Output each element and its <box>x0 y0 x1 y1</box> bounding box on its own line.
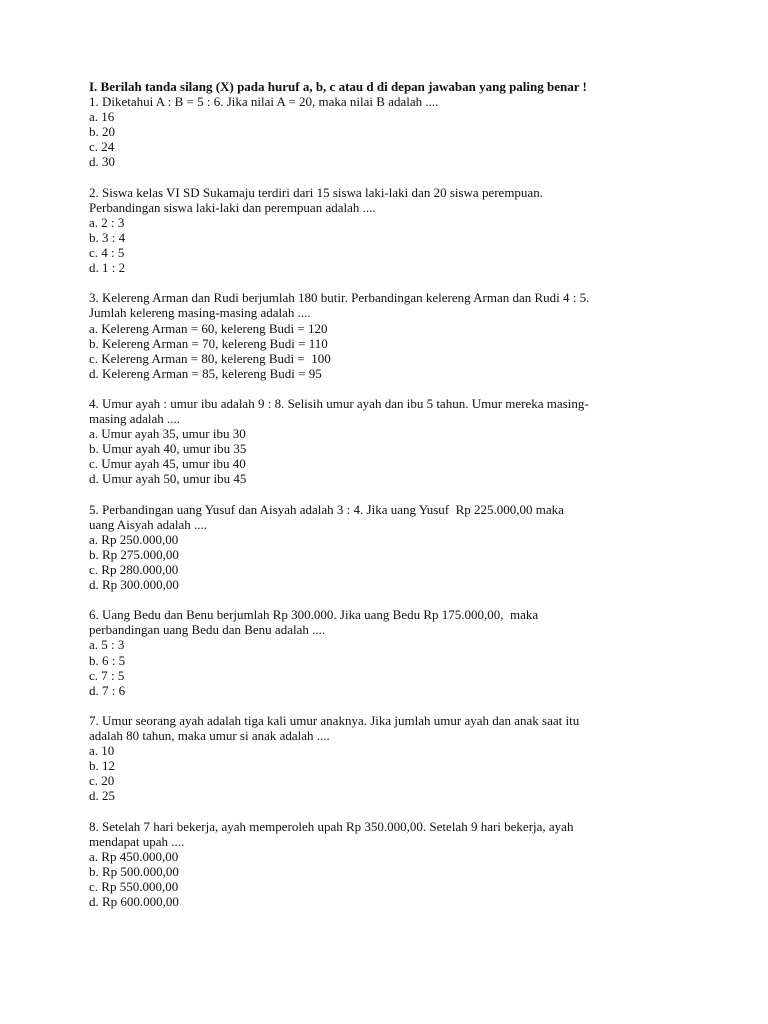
answer-option-b: b. Rp 275.000,00 <box>89 546 179 562</box>
answer-option-a: a. Kelereng Arman = 60, kelereng Budi = 120 <box>89 320 328 336</box>
question-text-continued: perbandingan uang Bedu dan Benu adalah .... <box>89 622 326 638</box>
answer-option-c: c. 24 <box>89 139 115 155</box>
question-1 <box>89 94 689 169</box>
answer-option-d: d. 30 <box>89 154 115 170</box>
question-4 <box>89 396 689 487</box>
answer-option-b: b. 20 <box>89 124 115 140</box>
question-text: 3. Kelereng Arman dan Rudi berjumlah 180 butir. Perbandingan kelereng Arman dan Rudi 4 : 5. <box>89 290 590 306</box>
answer-option-d: d. Kelereng Arman = 85, kelereng Budi = 95 <box>89 365 322 381</box>
question-5 <box>89 502 689 593</box>
answer-option-c: c. Rp 280.000,00 <box>89 562 179 577</box>
answer-option-a: a. 16 <box>89 109 115 125</box>
question-8 <box>89 819 689 910</box>
answer-option-d: d. Umur ayah 50, umur ibu 45 <box>89 471 247 487</box>
question-2 <box>89 185 689 276</box>
question-text-continued: mendapat upah .... <box>89 833 185 849</box>
answer-option-d: d. 25 <box>89 788 115 804</box>
answer-option-c: c. 20 <box>89 773 115 789</box>
question-text: 2. Siswa kelas VI SD Sukamaju terdiri dari 15 siswa laki-laki dan 20 siswa perempuan. <box>89 184 543 200</box>
answer-option-d: d. 1 : 2 <box>89 260 126 276</box>
question-3 <box>89 290 689 381</box>
answer-option-c: c. Umur ayah 45, umur ibu 40 <box>89 456 246 472</box>
question-text-continued: Jumlah kelereng masing-masing adalah .... <box>89 305 311 321</box>
answer-option-c: c. 7 : 5 <box>89 667 125 683</box>
document-page <box>89 79 689 924</box>
question-text: 1. Diketahui A : B = 5 : 6. Jika nilai A = 20, maka nilai B adalah .... <box>89 94 439 110</box>
answer-option-a: a. Rp 450.000,00 <box>89 848 179 864</box>
question-text: 5. Perbandingan uang Yusuf dan Aisyah adalah 3 : 4. Jika uang Yusuf Rp 225.000,00 maka <box>89 501 564 517</box>
question-text: 7. Umur seorang ayah adalah tiga kali umur anaknya. Jika jumlah umur ayah dan anak saat itu <box>89 712 580 728</box>
answer-option-c: c. Kelereng Arman = 80, kelereng Budi = 100 <box>89 350 331 366</box>
question-text-continued: Perbandingan siswa laki-laki dan perempuan adalah .... <box>89 199 376 215</box>
answer-option-a: a. Rp 250.000,00 <box>89 531 179 547</box>
answer-option-b: b. 3 : 4 <box>89 229 126 245</box>
question-6 <box>89 607 689 698</box>
question-text-continued: uang Aisyah adalah .... <box>89 516 208 532</box>
answer-option-d: d. Rp 300.000,00 <box>89 577 179 593</box>
answer-option-b: b. Kelereng Arman = 70, kelereng Budi = 110 <box>89 335 328 351</box>
answer-option-a: a. 10 <box>89 743 115 759</box>
answer-option-b: b. Umur ayah 40, umur ibu 35 <box>89 441 247 457</box>
answer-option-a: a. Umur ayah 35, umur ibu 30 <box>89 426 246 442</box>
answer-option-a: a. 2 : 3 <box>89 214 125 230</box>
question-text-continued: masing adalah .... <box>89 411 180 427</box>
answer-option-b: b. 6 : 5 <box>89 652 126 668</box>
instruction-heading: I. Berilah tanda silang (X) pada huruf a, b, c atau d di depan jawaban yang paling benar ! <box>89 79 587 94</box>
answer-option-b: b. Rp 500.000,00 <box>89 863 179 879</box>
question-7 <box>89 713 689 804</box>
question-text: 6. Uang Bedu dan Benu berjumlah Rp 300.000. Jika uang Bedu Rp 175.000,00, maka <box>89 607 539 623</box>
question-text: 4. Umur ayah : umur ibu adalah 9 : 8. Selisih umur ayah dan ibu 5 tahun. Umur mereka masing- <box>89 395 589 411</box>
answer-option-b: b. 12 <box>89 758 115 774</box>
question-text-continued: adalah 80 tahun, maka umur si anak adalah .... <box>89 728 330 744</box>
answer-option-d: d. Rp 600.000,00 <box>89 894 179 910</box>
answer-option-c: c. Rp 550.000,00 <box>89 878 179 894</box>
question-text: 8. Setelah 7 hari bekerja, ayah memperoleh upah Rp 350.000,00. Setelah 9 hari bekerja, ayah <box>89 818 574 834</box>
answer-option-a: a. 5 : 3 <box>89 637 125 653</box>
answer-option-c: c. 4 : 5 <box>89 245 125 261</box>
answer-option-d: d. 7 : 6 <box>89 682 126 698</box>
